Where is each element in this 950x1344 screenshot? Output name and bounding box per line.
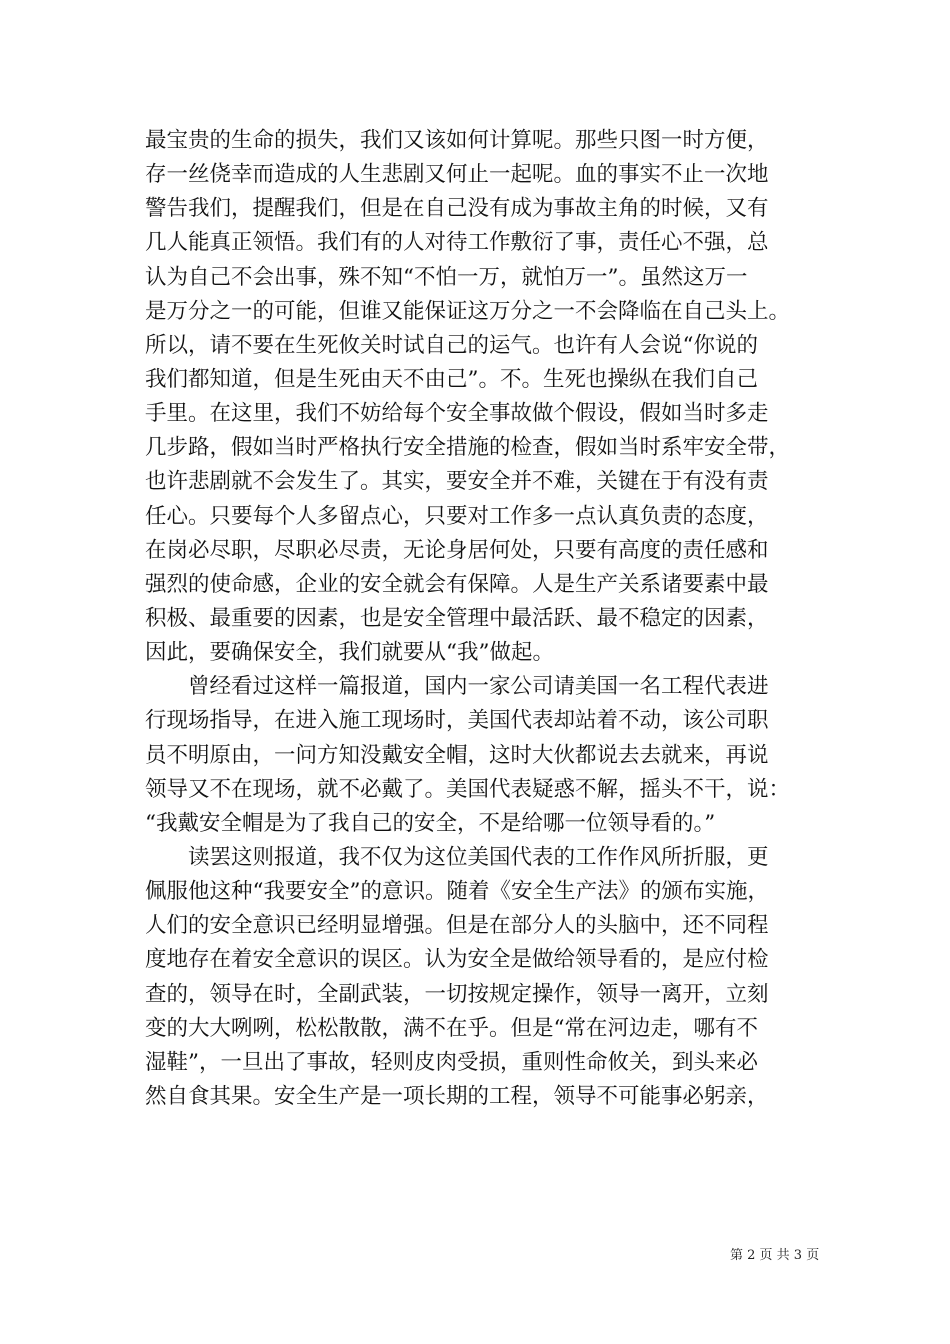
text-line: 因此，要确保安全，我们就要从“我”做起。 xyxy=(145,640,554,666)
text-line: 领导又不在现场，就不必戴了。美国代表疑惑不解，摇头不干，说： xyxy=(145,776,791,802)
text-line: “我戴安全帽是为了我自己的安全，不是给哪一位领导看的。” xyxy=(145,810,716,836)
text-line: 度地存在着安全意识的误区。认为安全是做给领导看的，是应付检 xyxy=(145,947,769,973)
text-line: 查的，领导在时，全副武装，一切按规定操作，领导一离开，立刻 xyxy=(145,981,769,1007)
text-line: 是万分之一的可能，但谁又能保证这万分之一不会降临在自己头上。 xyxy=(145,298,791,324)
text-line: 警告我们，提醒我们，但是在自己没有成为事故主角的时候，又有 xyxy=(145,196,769,222)
text-line: 任心。只要每个人多留点心，只要对工作多一点认真负责的态度， xyxy=(145,503,769,529)
text-line: 几步路，假如当时严格执行安全措施的检查，假如当时系牢安全带， xyxy=(145,435,791,461)
paragraph-1 xyxy=(145,124,825,670)
text-line: 然自食其果。安全生产是一项长期的工程，领导不可能事必躬亲， xyxy=(145,1083,769,1109)
text-line: 人们的安全意识已经明显增强。但是在部分人的头脑中，还不同程 xyxy=(145,913,769,939)
text-line: 我们都知道，但是生死由天不由己”。不。生死也操纵在我们自己 xyxy=(145,366,758,392)
text-line: 变的大大咧咧，松松散散，满不在乎。但是“常在河边走，哪有不 xyxy=(145,1015,758,1041)
text-line: 读罢这则报道，我不仅为这位美国代表的工作作风所折服，更 xyxy=(188,844,769,870)
text-line: 湿鞋”，一旦出了事故，轻则皮肉受损，重则性命攸关，到头来必 xyxy=(145,1049,758,1075)
page-number-footer: 第 2 页 共 3 页 xyxy=(730,1248,820,1263)
text-line: 佩服他这种“我要安全”的意识。随着《安全生产法》的颁布实施， xyxy=(145,879,769,905)
paragraph-3 xyxy=(145,841,825,1114)
document-body xyxy=(145,124,825,1114)
text-line: 积极、最重要的因素，也是安全管理中最活跃、最不稳定的因素， xyxy=(145,605,769,631)
text-line: 最宝贵的生命的损失，我们又该如何计算呢。那些只图一时方便， xyxy=(145,128,769,153)
text-line: 曾经看过这样一篇报道，国内一家公司请美国一名工程代表进 xyxy=(188,674,769,700)
text-line: 也许悲剧就不会发生了。其实，要安全并不难，关键在于有没有责 xyxy=(145,469,769,495)
text-line: 认为自己不会出事，殊不知“不怕一万，就怕万一”。虽然这万一 xyxy=(145,264,748,290)
text-line: 手里。在这里，我们不妨给每个安全事故做个假设，假如当时多走 xyxy=(145,401,769,427)
text-line: 在岗必尽职，尽职必尽责，无论身居何处，只要有高度的责任感和 xyxy=(145,537,769,563)
text-line: 行现场指导，在进入施工现场时，美国代表却站着不动，该公司职 xyxy=(145,708,769,734)
text-line: 强烈的使命感，企业的安全就会有保障。人是生产关系诸要素中最 xyxy=(145,571,769,597)
text-line: 所以，请不要在生死攸关时试自己的运气。也许有人会说“你说的 xyxy=(145,332,758,358)
text-line: 几人能真正领悟。我们有的人对待工作敷衍了事，责任心不强，总 xyxy=(145,230,769,256)
text-line: 员不明原由，一问方知没戴安全帽，这时大伙都说去去就来，再说 xyxy=(145,742,769,768)
paragraph-2 xyxy=(145,670,825,841)
text-line: 存一丝侥幸而造成的人生悲剧又何止一起呢。血的事实不止一次地 xyxy=(145,162,769,188)
